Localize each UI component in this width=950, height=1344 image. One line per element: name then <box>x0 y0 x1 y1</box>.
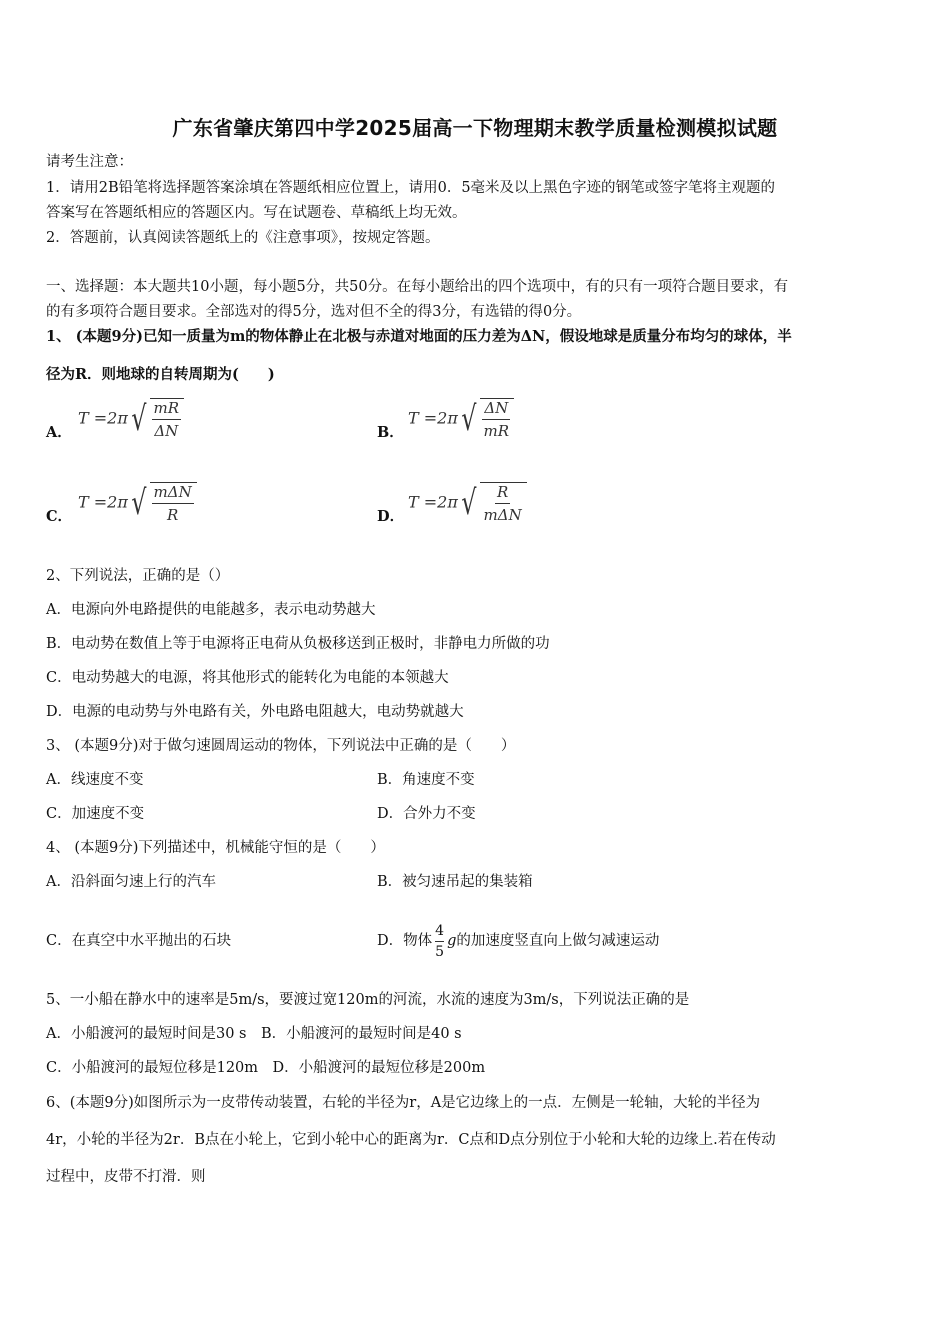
gravity-symbol: g <box>447 933 457 949</box>
q3-stem: 3、 (本题9分)对于做匀速圆周运动的物体，下列说法中正确的是（ ） <box>46 738 516 754</box>
fraction-numerator: mR <box>152 399 182 420</box>
page-title: 广东省肇庆第四中学2025届高一下物理期末教学质量检测模拟试题 <box>172 116 778 140</box>
q6-stem-line-3: 过程中，皮带不打滑．则 <box>46 1169 206 1185</box>
q1-option-a-letter: A． <box>46 424 72 441</box>
q1-option-b-formula <box>408 398 514 440</box>
q3-option-a: A．线速度不变 <box>46 772 144 788</box>
q1-option-a-formula <box>78 398 184 440</box>
q5-options-cd: C．小船渡河的最短位移是120m D．小船渡河的最短位移是200m <box>46 1060 486 1076</box>
fraction-denominator: ΔN <box>154 422 179 440</box>
notice-item-1-line-1: 1．请用2B铅笔将选择题答案涂填在答题纸相应位置上，请用0．5毫米及以上黑色字迹的钢笔或签字笔将主观题的 <box>46 180 776 196</box>
q4-option-c: C．在真空中水平抛出的石块 <box>46 933 232 949</box>
q6-stem-line-2: 4r，小轮的半径为2r．B点在小轮上，它到小轮中心的距离为r．C点和D点分别位于小轮和大轮的边缘上.若在传动 <box>46 1132 776 1148</box>
formula-lhs: T =2π <box>408 408 458 428</box>
q2-option-b: B．电动势在数值上等于电源将正电荷从负极移送到正极时，非静电力所做的功 <box>46 636 550 652</box>
q1-stem-line-2: 径为R．则地球的自转周期为( ) <box>46 366 275 383</box>
fraction-denominator: 5 <box>435 941 444 961</box>
radical-icon: √ <box>461 483 477 523</box>
fraction-four-fifths <box>435 922 444 961</box>
fraction-numerator: 4 <box>435 922 445 939</box>
q6-stem-line-1: 6、(本题9分)如图所示为一皮带传动装置，右轮的半径为r，A是它边缘上的一点．左侧是一轮轴，大轮的半径为 <box>46 1095 761 1111</box>
fraction-denominator: mΔN <box>483 506 522 524</box>
fraction-numerator: R <box>495 483 510 504</box>
q1-option-c-letter: C． <box>46 508 73 525</box>
q3-option-d: D．合外力不变 <box>377 806 476 822</box>
q1-stem-line-1: 1、 (本题9分)已知一质量为m的物体静止在北极与赤道对地面的压力差为ΔN，假设地球是质量分布均匀的球体，半 <box>46 328 792 345</box>
formula-lhs: T =2π <box>78 492 128 512</box>
radical-icon: √ <box>131 399 147 439</box>
q5-stem: 5、一小船在静水中的速率是5m/s，要渡过宽120m的河流，水流的速度为3m/s，下列说法正确的是 <box>46 992 690 1008</box>
fraction-denominator: R <box>166 506 179 524</box>
notice-item-1-line-2: 答案写在答题纸相应的答题区内。写在试题卷、草稿纸上均无效。 <box>46 205 467 221</box>
fraction-numerator: ΔN <box>482 399 510 420</box>
radical-icon: √ <box>461 399 477 439</box>
q3-option-b: B．角速度不变 <box>377 772 475 788</box>
q2-stem: 2、下列说法，正确的是（） <box>46 568 230 584</box>
formula-lhs: T =2π <box>408 492 458 512</box>
q2-option-d: D．电源的电动势与外电路有关，外电路电阻越大，电动势就越大 <box>46 704 464 720</box>
fraction-denominator: mR <box>483 422 510 440</box>
q1-option-d-letter: D． <box>377 508 405 525</box>
fraction-numerator: mΔN <box>152 483 194 504</box>
section-1-intro-line-1: 一、选择题：本大题共10小题，每小题5分，共50分。在每小题给出的四个选项中，有的只有一项符合题目要求，有 <box>46 279 789 295</box>
q1-option-d-formula <box>408 482 527 524</box>
notice-heading: 请考生注意： <box>46 154 133 170</box>
q2-option-c: C．电动势越大的电源，将其他形式的能转化为电能的本领越大 <box>46 670 449 686</box>
q2-option-a: A．电源向外电路提供的电能越多，表示电动势越大 <box>46 602 376 618</box>
formula-lhs: T =2π <box>78 408 128 428</box>
q4-stem: 4、 (本题9分)下列描述中，机械能守恒的是（ ） <box>46 840 385 856</box>
q1-option-b-letter: B． <box>377 424 404 441</box>
q3-option-c: C．加速度不变 <box>46 806 145 822</box>
section-1-intro-line-2: 的有多项符合题目要求。全部选对的得5分，选对但不全的得3分，有选错的得0分。 <box>46 304 582 320</box>
q5-options-ab: A．小船渡河的最短时间是30 s B．小船渡河的最短时间是40 s <box>46 1026 462 1042</box>
radical-icon: √ <box>131 483 147 523</box>
q4-option-d-prefix: D．物体 <box>377 933 433 949</box>
notice-item-2: 2．答题前，认真阅读答题纸上的《注意事项》，按规定答题。 <box>46 230 440 246</box>
q4-option-a: A．沿斜面匀速上行的汽车 <box>46 874 216 890</box>
q4-option-b: B．被匀速吊起的集装箱 <box>377 874 533 890</box>
q4-option-d <box>377 912 659 970</box>
q1-option-c-formula <box>78 482 197 524</box>
q4-option-d-suffix: 的加速度竖直向上做匀减速运动 <box>456 933 660 949</box>
